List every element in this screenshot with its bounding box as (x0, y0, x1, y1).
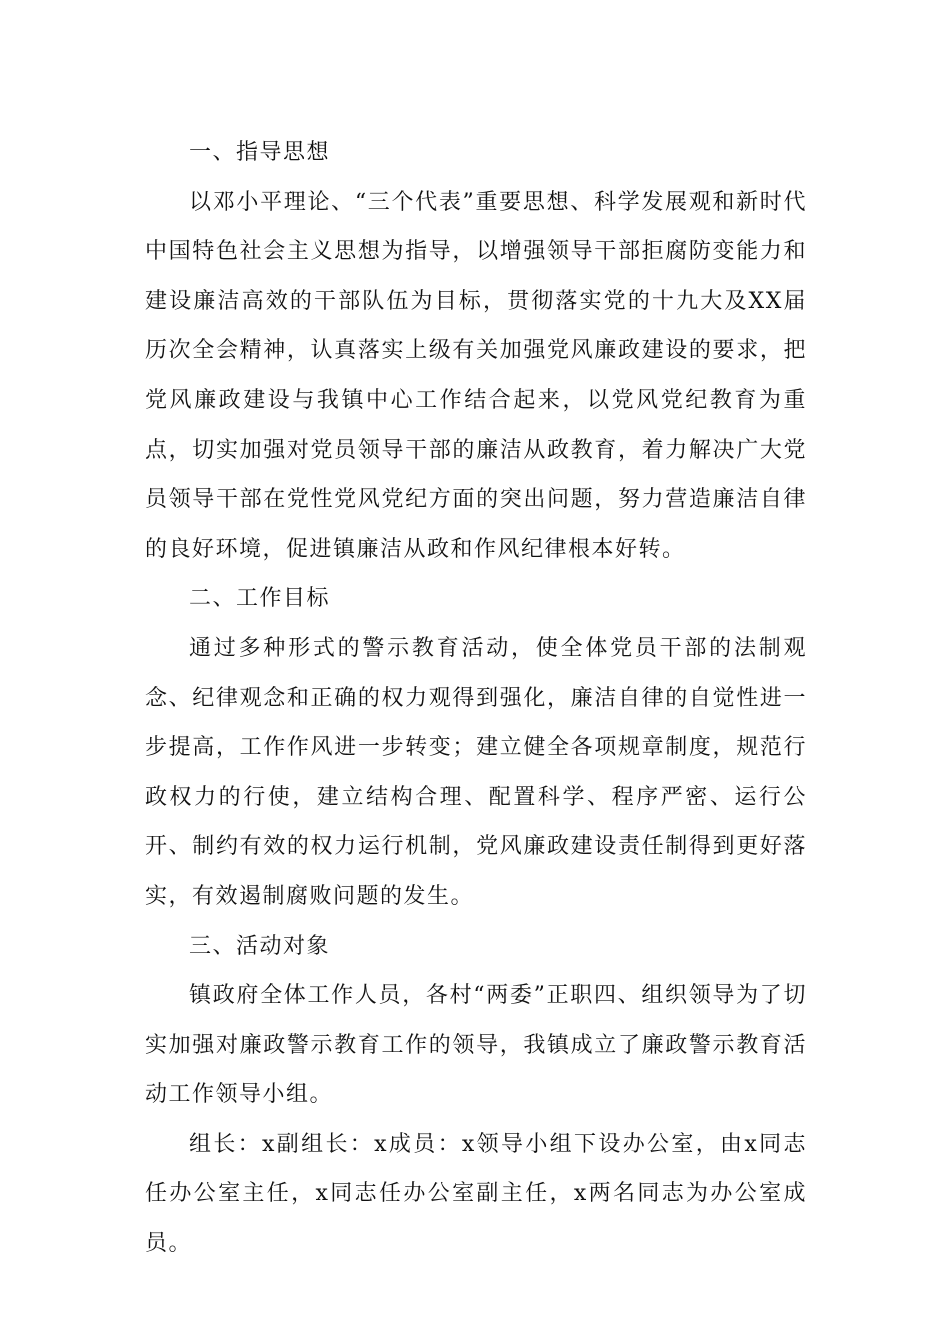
paragraph-guiding-ideology: 以邓小平理论、“三个代表”重要思想、科学发展观和新时代中国特色社会主义思想为指导，以增强领导干部拒腐防变能力和建设廉洁高效的干部队伍为目标，贯彻落实党的十九大及XX届历次全会精神，认真落实上级有关加强党风廉政建设的要求，把党风廉政建设与我镇中心工作结合起来，以党风党纪教育为重点，切实加强对党员领导干部的廉洁从政教育，着力解决广大党员领导干部在党性党风党纪方面的突出问题，努力营造廉洁自律的良好环境，促进镇廉洁从政和作风纪律根本好转。 (145, 189, 807, 562)
paragraph-leadership-group: 组长：x副组长：x成员：x领导小组下设办公室，由x同志任办公室主任，x同志任办公室副主任，x两名同志为办公室成员。 (145, 1131, 807, 1257)
section-heading-guiding-ideology: 一、指导思想 (189, 140, 331, 165)
paragraph-work-goals: 通过多种形式的警示教育活动，使全体党员干部的法制观念、纪律观念和正确的权力观得到强化，廉洁自律的自觉性进一步提高，工作作风进一步转变；建立健全各项规章制度，规范行政权力的行使，建立结构合理、配置科学、程序严密、运行公开、制约有效的权力运行机制，党风廉政建设责任制得到更好落实，有效遏制腐败问题的发生。 (145, 635, 807, 909)
section-heading-work-goals: 二、工作目标 (189, 586, 331, 612)
document-body (145, 128, 807, 1269)
section-heading-activity-targets: 三、活动对象 (189, 933, 331, 959)
paragraph-activity-targets: 镇政府全体工作人员，各村“两委”正职四、组织领导为了切实加强对廉政警示教育工作的领导，我镇成立了廉政警示教育活动工作领导小组。 (145, 983, 807, 1108)
